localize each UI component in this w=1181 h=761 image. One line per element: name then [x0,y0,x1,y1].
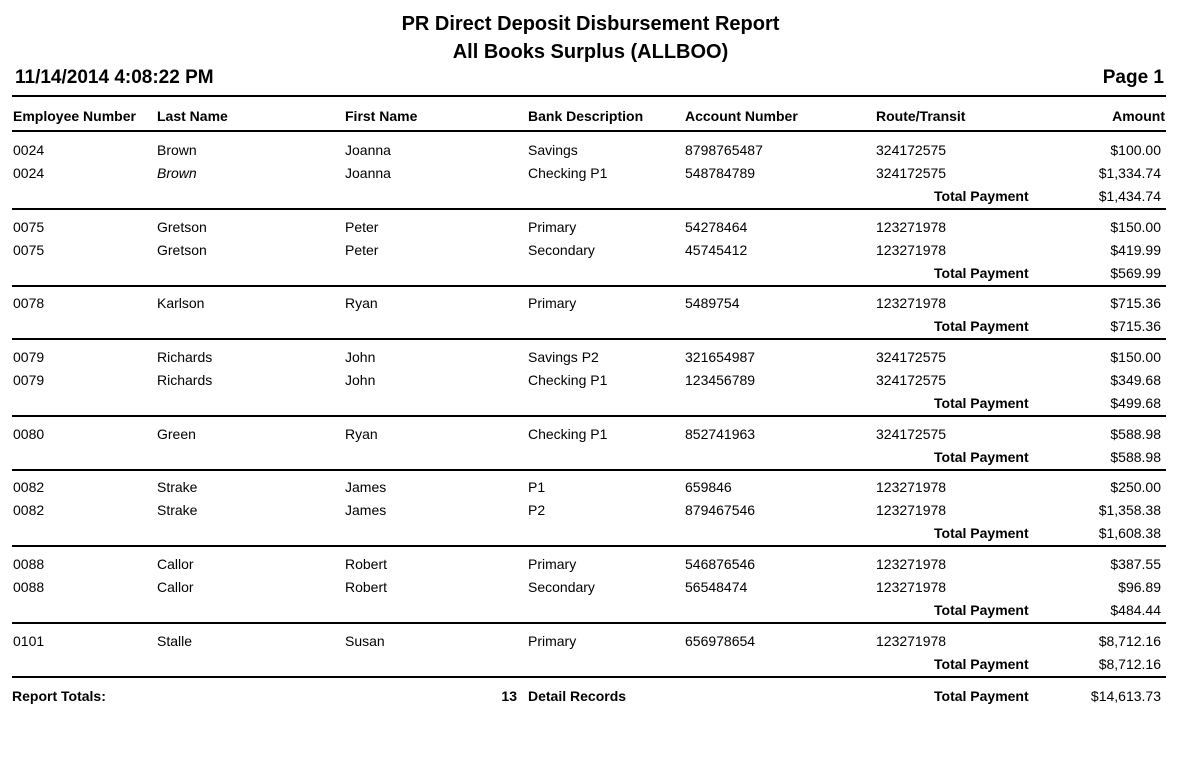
cell-first-name: Peter [345,242,379,258]
group-separator-rule [12,676,1166,678]
company-name: All Books Surplus (ALLBOO) [452,41,729,63]
cell-bank-description: Savings P2 [528,349,599,365]
cell-first-name: John [345,349,376,365]
group-separator-rule [12,415,1166,417]
group-total-amount: $499.68 [1110,395,1161,411]
cell-employee-number: 0024 [13,165,45,181]
group-total-label: Total Payment [934,318,1029,334]
cell-bank-description: Checking P1 [528,165,608,181]
report-totals-label: Report Totals: [12,688,106,704]
report-title: PR Direct Deposit Disbursement Report [401,13,780,35]
column-header-amount: Amount [1112,108,1165,124]
cell-amount: $715.36 [1110,295,1161,311]
cell-first-name: Robert [345,556,388,572]
cell-employee-number: 0079 [13,372,45,388]
cell-employee-number: 0078 [13,295,45,311]
cell-employee-number: 0101 [13,633,45,649]
column-header-route-transit: Route/Transit [876,108,966,124]
cell-account-number: 879467546 [685,502,756,518]
cell-first-name: John [345,372,376,388]
cell-bank-description: Secondary [528,579,595,595]
group-separator-rule [12,469,1166,471]
cell-first-name: Joanna [345,142,391,158]
group-separator-rule [12,208,1166,210]
cell-bank-description: Savings [528,142,578,158]
cell-account-number: 321654987 [685,349,756,365]
cell-last-name: Strake [157,502,198,518]
header-bottom-rule [12,130,1166,132]
column-header-last-name: Last Name [157,108,228,124]
cell-first-name: James [345,479,387,495]
cell-route-transit: 324172575 [876,426,947,442]
group-separator-rule [12,338,1166,340]
group-total-amount: $588.98 [1110,449,1161,465]
report-datetime: 11/14/2014 4:08:22 PM [15,67,214,88]
cell-amount: $588.98 [1110,426,1161,442]
cell-last-name: Gretson [157,219,207,235]
group-total-label: Total Payment [934,602,1029,618]
cell-amount: $1,334.74 [1098,165,1161,181]
cell-employee-number: 0075 [13,242,45,258]
cell-route-transit: 123271978 [876,579,947,595]
column-header-first-name: First Name [345,108,418,124]
cell-account-number: 548784789 [685,165,756,181]
cell-amount: $96.89 [1118,579,1161,595]
cell-bank-description: Primary [528,633,577,649]
cell-employee-number: 0080 [13,426,45,442]
cell-route-transit: 123271978 [876,502,947,518]
cell-route-transit: 123271978 [876,556,947,572]
cell-bank-description: P2 [528,502,546,518]
cell-amount: $150.00 [1110,219,1161,235]
cell-employee-number: 0082 [13,479,45,495]
group-total-label: Total Payment [934,265,1029,281]
cell-first-name: Joanna [345,165,391,181]
cell-bank-description: Primary [528,295,577,311]
cell-last-name: Stalle [157,633,193,649]
cell-last-name: Gretson [157,242,207,258]
report-total-payment-label: Total Payment [934,688,1029,704]
cell-account-number: 54278464 [685,219,748,235]
group-total-amount: $569.99 [1110,265,1161,281]
cell-employee-number: 0075 [13,219,45,235]
cell-account-number: 656978654 [685,633,756,649]
cell-bank-description: P1 [528,479,546,495]
cell-last-name: Karlson [157,295,205,311]
group-separator-rule [12,622,1166,624]
cell-amount: $150.00 [1110,349,1161,365]
cell-route-transit: 123271978 [876,479,947,495]
group-total-amount: $484.44 [1110,602,1161,618]
cell-amount: $100.00 [1110,142,1161,158]
cell-account-number: 123456789 [685,372,756,388]
cell-amount: $387.55 [1110,556,1161,572]
report-total-payment: $14,613.73 [1090,688,1161,704]
cell-account-number: 5489754 [685,295,740,311]
column-header-employee-number: Employee Number [13,108,136,124]
cell-first-name: Robert [345,579,388,595]
cell-route-transit: 123271978 [876,633,947,649]
report-records-label: Detail Records [528,688,627,704]
cell-route-transit: 324172575 [876,349,947,365]
cell-last-name: Callor [157,579,194,595]
cell-route-transit: 324172575 [876,372,947,388]
cell-last-name: Richards [157,372,213,388]
group-total-amount: $1,608.38 [1098,525,1161,541]
cell-account-number: 852741963 [685,426,756,442]
column-header-bank-description: Bank Description [528,108,644,124]
cell-account-number: 56548474 [685,579,748,595]
cell-amount: $250.00 [1110,479,1161,495]
cell-last-name: Callor [157,556,194,572]
cell-route-transit: 123271978 [876,242,947,258]
cell-amount: $1,358.38 [1098,502,1161,518]
cell-first-name: Susan [345,633,385,649]
cell-amount: $349.68 [1110,372,1161,388]
cell-bank-description: Secondary [528,242,595,258]
cell-bank-description: Checking P1 [528,372,608,388]
header-top-rule [12,95,1166,97]
cell-last-name: Strake [157,479,198,495]
cell-account-number: 45745412 [685,242,748,258]
cell-bank-description: Primary [528,219,577,235]
group-separator-rule [12,285,1166,287]
cell-first-name: Ryan [345,426,378,442]
group-separator-rule [12,545,1166,547]
page-number: Page 1 [1102,67,1164,88]
column-header-account-number: Account Number [685,108,798,124]
group-total-amount: $8,712.16 [1098,656,1161,672]
group-total-label: Total Payment [934,188,1029,204]
cell-route-transit: 123271978 [876,219,947,235]
cell-amount: $8,712.16 [1098,633,1161,649]
group-total-label: Total Payment [934,656,1029,672]
cell-last-name: Brown [157,142,197,158]
group-total-label: Total Payment [934,525,1029,541]
group-total-label: Total Payment [934,449,1029,465]
group-total-amount: $715.36 [1110,318,1161,334]
report-record-count: 13 [501,688,517,704]
cell-last-name: Brown [157,165,197,181]
cell-last-name: Richards [157,349,213,365]
cell-employee-number: 0088 [13,556,45,572]
cell-route-transit: 324172575 [876,165,947,181]
cell-account-number: 546876546 [685,556,756,572]
cell-route-transit: 324172575 [876,142,947,158]
cell-account-number: 659846 [685,479,732,495]
cell-route-transit: 123271978 [876,295,947,311]
cell-employee-number: 0079 [13,349,45,365]
cell-employee-number: 0024 [13,142,45,158]
cell-amount: $419.99 [1110,242,1161,258]
cell-employee-number: 0088 [13,579,45,595]
cell-first-name: Peter [345,219,379,235]
group-total-amount: $1,434.74 [1098,188,1161,204]
group-total-label: Total Payment [934,395,1029,411]
cell-bank-description: Checking P1 [528,426,608,442]
cell-last-name: Green [157,426,196,442]
cell-account-number: 8798765487 [685,142,763,158]
cell-first-name: Ryan [345,295,378,311]
cell-employee-number: 0082 [13,502,45,518]
cell-first-name: James [345,502,387,518]
cell-bank-description: Primary [528,556,577,572]
